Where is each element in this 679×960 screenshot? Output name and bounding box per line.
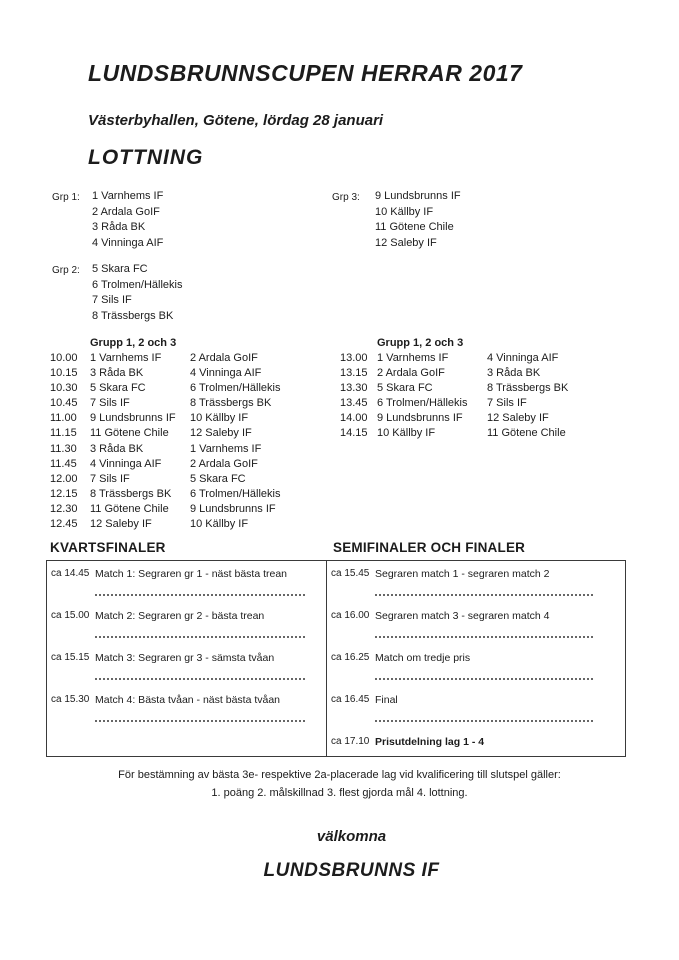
match-time: 11.15 [50, 427, 77, 440]
away-team: 3 Råda BK [487, 367, 541, 380]
home-team: 3 Råda BK [90, 367, 144, 380]
away-team: 8 Trässbergs BK [190, 397, 272, 410]
away-team: 2 Ardala GoIF [190, 457, 258, 470]
away-team: 2 Ardala GoIF [190, 352, 258, 364]
playoff-entry [331, 568, 625, 596]
playoff-time: ca 15.00 [51, 610, 90, 621]
match-row [340, 396, 568, 411]
write-in-line [375, 636, 593, 638]
playoff-entry [331, 652, 625, 680]
finals-heading: SEMIFINALER OCH FINALER [333, 540, 526, 555]
match-row [50, 366, 280, 381]
match-row [50, 517, 280, 532]
home-team: 4 Vinninga AIF [90, 457, 162, 470]
away-team: 8 Trässbergs BK [487, 382, 569, 395]
team-entry: 9 Lundsbrunns IF [375, 190, 461, 202]
team-entry: 1 Varnhems IF [92, 190, 164, 202]
team-entry: 10 Källby IF [375, 205, 434, 218]
finals-box [326, 560, 626, 757]
home-team: 11 Götene Chile [90, 427, 169, 440]
away-team: 5 Skara FC [190, 472, 246, 485]
closing-word: välkomna [316, 828, 387, 845]
group-1-label: Grp 1: [52, 192, 80, 203]
write-in-line [95, 636, 305, 638]
venue-date-subtitle: Västerbyhallen, Götene, lördag 28 januari [88, 112, 384, 129]
away-team: 11 Götene Chile [487, 427, 566, 440]
schedule-morning-header: Grupp 1, 2 och 3 [90, 337, 177, 349]
match-row [50, 487, 280, 502]
team-entry: 4 Vinninga AIF [92, 236, 164, 249]
playoff-matchup: Match 3: Segraren gr 3 - sämsta tvåan [95, 652, 275, 664]
playoff-matchup: Match 2: Segraren gr 2 - bästa trean [95, 610, 265, 622]
playoff-matchup: Match om tredje pris [375, 652, 471, 664]
playoff-entry [331, 736, 625, 750]
match-time: 13.00 [340, 352, 368, 364]
organizer-name: LUNDSBRUNNS IF [263, 860, 440, 881]
team-entry: 6 Trolmen/Hällekis [92, 278, 183, 291]
home-team: 11 Götene Chile [90, 502, 169, 515]
write-in-line [375, 678, 593, 680]
away-team: 6 Trolmen/Hällekis [190, 487, 281, 500]
qualification-rule-line2: 1. poäng 2. målskillnad 3. flest gjorda mål 4. lottning. [211, 787, 468, 799]
away-team: 4 Vinninga AIF [190, 367, 262, 380]
playoff-matchup: Segraren match 3 - segraren match 4 [375, 610, 550, 622]
group-2-label: Grp 2: [52, 265, 80, 276]
playoff-entry [51, 568, 326, 596]
playoff-entry [331, 610, 625, 638]
away-team: 12 Saleby IF [487, 412, 549, 425]
match-row [50, 411, 280, 426]
schedule-afternoon [340, 336, 568, 442]
away-team: 10 Källby IF [190, 412, 249, 425]
home-team: 3 Råda BK [90, 442, 144, 455]
away-team: 4 Vinninga AIF [487, 352, 559, 364]
playoff-time: ca 15.45 [331, 568, 370, 579]
write-in-line [95, 720, 305, 722]
match-row [50, 502, 280, 517]
lottning-heading: LOTTNING [88, 146, 204, 169]
write-in-line [95, 594, 305, 596]
match-time: 11.00 [50, 412, 77, 425]
playoff-time: ca 15.15 [51, 652, 90, 663]
match-time: 12.30 [50, 502, 78, 515]
quarterfinals-heading: KVARTSFINALER [50, 540, 166, 555]
write-in-line [95, 678, 305, 680]
match-row [50, 472, 280, 487]
match-time: 11.45 [50, 457, 77, 470]
match-time: 13.15 [340, 367, 368, 380]
playoff-matchup: Match 1: Segraren gr 1 - näst bästa trean [95, 568, 288, 580]
match-row [340, 426, 568, 441]
home-team: 7 Sils IF [90, 397, 130, 410]
match-row [340, 366, 568, 381]
team-entry: 7 Sils IF [92, 294, 132, 307]
page-title: LUNDSBRUNNSCUPEN HERRAR 2017 [88, 60, 523, 86]
match-time: 12.00 [50, 472, 78, 485]
playoff-time: ca 16.45 [331, 694, 370, 705]
team-entry: 3 Råda BK [92, 221, 146, 234]
match-row [340, 381, 568, 396]
match-time: 10.45 [50, 397, 78, 410]
home-team: 1 Varnhems IF [90, 352, 162, 364]
playoff-entry [331, 694, 625, 722]
home-team: 1 Varnhems IF [377, 352, 449, 364]
playoff-entry [51, 694, 326, 722]
quarterfinals-box [46, 560, 327, 757]
playoff-entry [51, 610, 326, 638]
match-time: 11.30 [50, 442, 77, 455]
match-time: 13.45 [340, 397, 368, 410]
home-team: 12 Saleby IF [90, 518, 152, 531]
playoff-matchup: Match 4: Bästa tvåan - näst bästa tvåan [95, 694, 281, 706]
group-3-list [332, 189, 461, 251]
home-team: 7 Sils IF [90, 472, 130, 485]
home-team: 5 Skara FC [90, 382, 146, 395]
away-team: 6 Trolmen/Hällekis [190, 382, 281, 395]
match-time: 10.00 [50, 352, 78, 364]
home-team: 6 Trolmen/Hällekis [377, 397, 468, 410]
match-row [50, 381, 280, 396]
away-team: 9 Lundsbrunns IF [190, 502, 276, 515]
match-time: 12.15 [50, 487, 78, 500]
home-team: 10 Källby IF [377, 427, 436, 440]
match-time: 14.00 [340, 412, 368, 425]
match-time: 10.30 [50, 382, 78, 395]
match-row [50, 351, 280, 366]
qualification-rule-line1: För bestämning av bästa 3e- respektive 2a-placerade lag vid kvalificering till slutspel gäller: [118, 769, 561, 781]
playoff-entry [51, 652, 326, 680]
match-row [50, 426, 280, 441]
match-time: 10.15 [50, 367, 78, 380]
write-in-line [375, 720, 593, 722]
team-entry: 12 Saleby IF [375, 236, 437, 249]
match-time: 14.15 [340, 427, 368, 440]
match-row [50, 457, 280, 472]
playoff-time: ca 16.25 [331, 652, 370, 663]
away-team: 1 Varnhems IF [190, 442, 262, 455]
team-entry: 5 Skara FC [92, 263, 148, 275]
write-in-line [375, 594, 593, 596]
home-team: 2 Ardala GoIF [377, 367, 445, 380]
group-3-label: Grp 3: [332, 192, 360, 203]
playoff-time: ca 15.30 [51, 694, 90, 705]
home-team: 9 Lundsbrunns IF [377, 412, 463, 425]
away-team: 12 Saleby IF [190, 427, 252, 440]
team-entry: 11 Götene Chile [375, 221, 454, 234]
team-entry: 2 Ardala GoIF [92, 205, 160, 218]
schedule-morning [50, 336, 280, 532]
match-row [50, 442, 280, 457]
group-1-list [52, 189, 163, 251]
playoff-matchup: Final [375, 694, 398, 706]
playoff-matchup: Segraren match 1 - segraren match 2 [375, 568, 550, 580]
team-entry: 8 Trässbergs BK [92, 309, 174, 322]
prize-ceremony-label: Prisutdelning lag 1 - 4 [375, 736, 485, 748]
home-team: 8 Trässbergs BK [90, 487, 172, 500]
away-team: 7 Sils IF [487, 397, 527, 410]
match-time: 13.30 [340, 382, 368, 395]
match-row [50, 396, 280, 411]
group-2-list [52, 262, 182, 324]
playoff-time: ca 17.10 [331, 736, 370, 747]
match-row [340, 351, 568, 366]
playoff-time: ca 16.00 [331, 610, 370, 621]
playoff-time: ca 14.45 [51, 568, 90, 579]
home-team: 9 Lundsbrunns IF [90, 412, 176, 425]
schedule-afternoon-header: Grupp 1, 2 och 3 [377, 337, 464, 349]
home-team: 5 Skara FC [377, 382, 433, 395]
match-row [340, 411, 568, 426]
away-team: 10 Källby IF [190, 518, 249, 531]
match-time: 12.45 [50, 518, 78, 531]
